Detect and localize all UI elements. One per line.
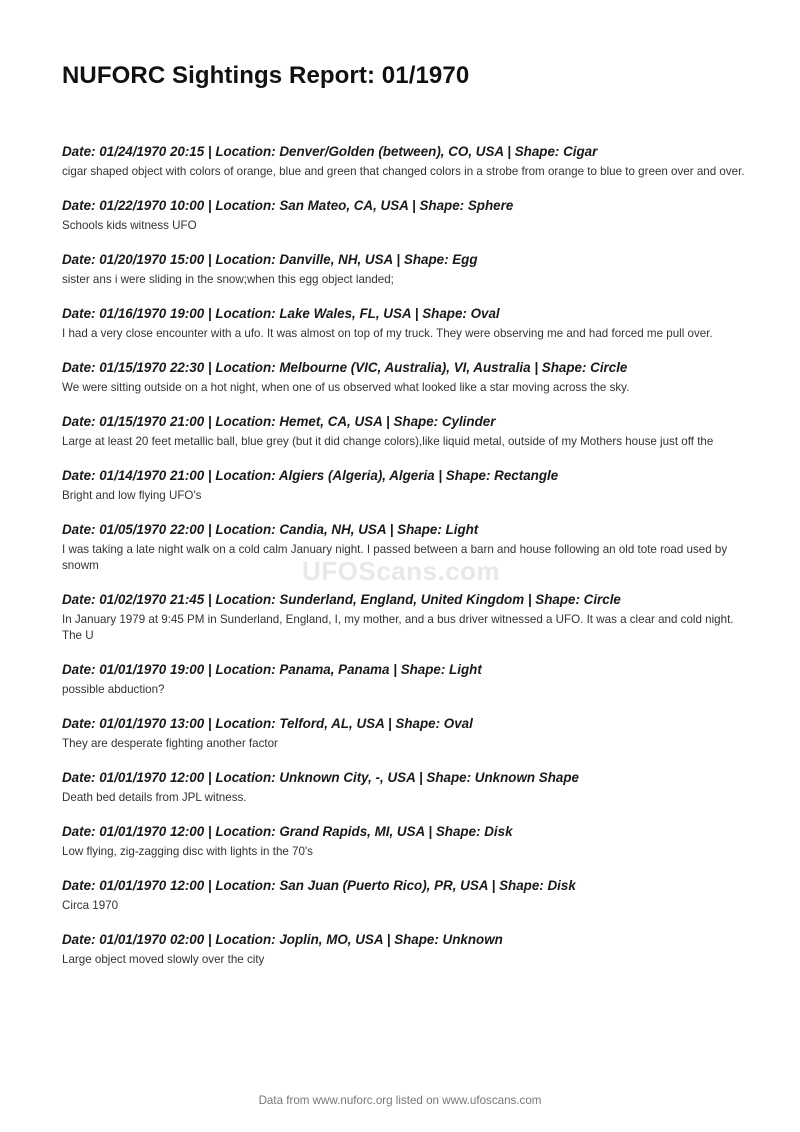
sighting-description: Low flying, zig-zagging disc with lights in the 70's bbox=[62, 845, 313, 858]
sighting-entry bbox=[62, 305, 752, 342]
sighting-description: Bright and low flying UFO's bbox=[62, 489, 202, 502]
sighting-description: I had a very close encounter with a ufo. It was almost on top of my truck. They were observing me and had forced me pull over. bbox=[62, 327, 713, 340]
sighting-description: Death bed details from JPL witness. bbox=[62, 791, 247, 804]
sighting-description: Circa 1970 bbox=[62, 899, 119, 912]
sighting-header: Date: 01/02/1970 21:45 | Location: Sunderland, England, United Kingdom | Shape: Circle bbox=[62, 592, 621, 607]
sighting-entry bbox=[62, 715, 752, 752]
sighting-description: In January 1979 at 9:45 PM in Sunderland, England, I, my mother, and a bus driver witnessed a UFO. It was a clear and cold night. The U bbox=[62, 613, 734, 642]
watermark: UFOScans.com bbox=[302, 556, 501, 586]
sighting-entry bbox=[62, 197, 752, 234]
sighting-header: Date: 01/01/1970 02:00 | Location: Joplin, MO, USA | Shape: Unknown bbox=[62, 932, 503, 947]
sighting-description: Large object moved slowly over the city bbox=[62, 953, 265, 966]
sighting-header: Date: 01/15/1970 22:30 | Location: Melbourne (VIC, Australia), VI, Australia | Shape: Circle bbox=[62, 360, 628, 375]
sighting-entry bbox=[62, 591, 752, 644]
sighting-description: Schools kids witness UFO bbox=[62, 219, 197, 232]
sighting-header: Date: 01/01/1970 12:00 | Location: San Juan (Puerto Rico), PR, USA | Shape: Disk bbox=[62, 878, 576, 893]
sighting-entry bbox=[62, 251, 752, 288]
sighting-header: Date: 01/01/1970 12:00 | Location: Grand Rapids, MI, USA | Shape: Disk bbox=[62, 824, 513, 839]
sighting-description: Large at least 20 feet metallic ball, blue grey (but it did change colors),like liquid metal, outside of my Mothers house just off the bbox=[62, 435, 714, 448]
sighting-entry bbox=[62, 359, 752, 396]
sighting-header: Date: 01/01/1970 19:00 | Location: Panama, Panama | Shape: Light bbox=[62, 662, 482, 677]
sighting-description: We were sitting outside on a hot night, when one of us observed what looked like a star moving across the sky. bbox=[62, 381, 630, 394]
sighting-header: Date: 01/16/1970 19:00 | Location: Lake Wales, FL, USA | Shape: Oval bbox=[62, 306, 500, 321]
sighting-entry bbox=[62, 769, 752, 806]
page-footer: Data from www.nuforc.org listed on www.ufoscans.com bbox=[258, 1094, 542, 1107]
page-title: NUFORC Sightings Report: 01/1970 bbox=[62, 62, 470, 89]
sighting-header: Date: 01/15/1970 21:00 | Location: Hemet, CA, USA | Shape: Cylinder bbox=[62, 414, 496, 429]
sighting-description: sister ans i were sliding in the snow;when this egg object landed; bbox=[62, 273, 394, 286]
sighting-entry bbox=[62, 931, 752, 968]
sighting-header: Date: 01/22/1970 10:00 | Location: San Mateo, CA, USA | Shape: Sphere bbox=[62, 198, 514, 213]
sighting-entry bbox=[62, 143, 752, 180]
sighting-entry bbox=[62, 467, 752, 504]
sighting-entry bbox=[62, 877, 752, 914]
sighting-entry bbox=[62, 521, 752, 574]
sighting-entry bbox=[62, 413, 752, 450]
sighting-header: Date: 01/14/1970 21:00 | Location: Algiers (Algeria), Algeria | Shape: Rectangle bbox=[62, 468, 559, 483]
sighting-header: Date: 01/01/1970 13:00 | Location: Telford, AL, USA | Shape: Oval bbox=[62, 716, 473, 731]
sighting-header: Date: 01/05/1970 22:00 | Location: Candia, NH, USA | Shape: Light bbox=[62, 522, 479, 537]
sighting-header: Date: 01/01/1970 12:00 | Location: Unknown City, -, USA | Shape: Unknown Shape bbox=[62, 770, 579, 785]
sighting-header: Date: 01/20/1970 15:00 | Location: Danville, NH, USA | Shape: Egg bbox=[62, 252, 478, 267]
sighting-entry bbox=[62, 823, 752, 860]
sighting-header: Date: 01/24/1970 20:15 | Location: Denver/Golden (between), CO, USA | Shape: Cigar bbox=[62, 144, 598, 159]
sighting-description: possible abduction? bbox=[62, 683, 165, 696]
sightings-list bbox=[62, 143, 752, 985]
sighting-description: cigar shaped object with colors of orange, blue and green that changed colors in a strobe from orange to blue to green over and over. bbox=[62, 165, 745, 178]
sighting-description: They are desperate fighting another factor bbox=[62, 737, 278, 750]
sighting-description: I was taking a late night walk on a cold calm January night. I passed between a barn and house following an old tote road used by snowm bbox=[62, 543, 728, 572]
sighting-entry bbox=[62, 661, 752, 698]
